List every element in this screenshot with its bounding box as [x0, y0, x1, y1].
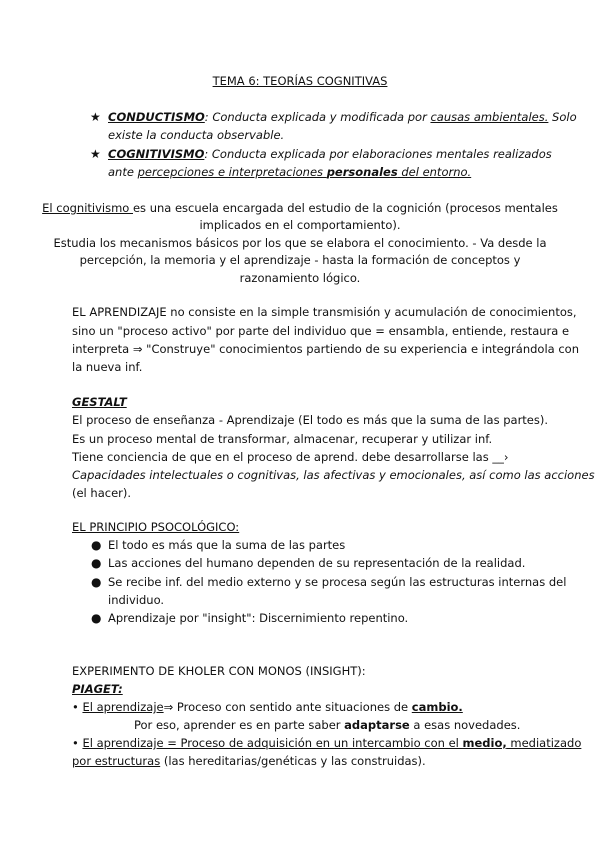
star-bullet-icon: ★	[90, 147, 101, 161]
principio-heading: EL PRINCIPIO PSOCOLÓGICO:	[72, 520, 240, 534]
gestalt-line-2: Es un proceso mental de transformar, almacenar, recuperar y utilizar inf.	[72, 432, 493, 446]
intro-line-5: razonamiento lógico.	[239, 271, 361, 285]
gestalt-line-4: Capacidades intelectuales o cognitivas, las afectivas y emocionales, así como las acciones	[72, 468, 595, 482]
principio-bullet-3: Se recibe inf. del medio externo y se procesa según las estructuras internas del	[108, 575, 567, 589]
page-title: TEMA 6: TEORÍAS COGNITIVAS	[212, 74, 388, 88]
aprendizaje-line-2: sino un "proceso activo" por parte del individuo que = ensambla, entiende, restaura e	[72, 324, 570, 338]
aprendizaje-line-4: la nueva inf.	[72, 360, 143, 374]
conductismo-term: CONDUCTISMO	[108, 110, 205, 124]
conductismo-line-2: existe la conducta observable.	[108, 128, 285, 142]
causas-ambientales: causas ambientales.	[430, 110, 549, 124]
gestalt-heading: GESTALT	[72, 395, 127, 409]
cognitivismo-line-2: ante percepciones e interpretaciones personales del entorno.	[108, 165, 472, 179]
principio-bullet-3-cont: individuo.	[108, 593, 165, 607]
experimento-heading: EXPERIMENTO DE KHOLER CON MONOS (INSIGHT):	[72, 664, 366, 678]
piaget-line-3: • El aprendizaje = Proceso de adquisición en un intercambio con el medio, mediatizado	[72, 736, 582, 750]
arrow-icon: __›	[492, 450, 509, 464]
intro-line-4: percepción, la memoria y el aprendizaje - hasta la formación de conceptos y	[79, 253, 521, 267]
bullet-icon: ●	[91, 538, 102, 552]
piaget-heading: PIAGET:	[72, 682, 123, 696]
intro-line-2: implicados en el comportamiento).	[199, 218, 401, 232]
bullet-icon: ●	[91, 575, 102, 589]
gestalt-line-1: El proceso de enseñanza - Aprendizaje (El todo es más que la suma de las partes).	[72, 413, 549, 427]
bullet-icon: ●	[91, 556, 102, 570]
cognitivismo-term: COGNITIVISMO	[108, 147, 205, 161]
gestalt-line-5: (el hacer).	[72, 486, 132, 500]
principio-bullet-1: El todo es más que la suma de las partes	[108, 538, 346, 552]
conductismo-line-1: CONDUCTISMO: Conducta explicada y modificada por causas ambientales. Solo	[108, 110, 577, 124]
intro-line-3: Estudia los mecanismos básicos por los que se elabora el conocimiento. - Va desde la	[53, 236, 547, 250]
piaget-line-1: • El aprendizaje⇒ Proceso con sentido ante situaciones de cambio.	[72, 700, 463, 714]
aprendizaje-line-3: interpreta ⇒ "Construye" conocimientos partiendo de su experiencia e integrándola con	[72, 342, 579, 356]
gestalt-line-3: Tiene conciencia de que en el proceso de aprend. debe desarrollarse las __›	[72, 450, 509, 464]
piaget-line-2: Por eso, aprender es en parte saber adaptarse a esas novedades.	[134, 718, 521, 732]
cognitivismo-line-1: COGNITIVISMO: Conducta explicada por elaboraciones mentales realizados	[108, 147, 552, 161]
piaget-line-4: por estructuras (las hereditarias/genéticas y las construidas).	[72, 754, 426, 768]
star-bullet-icon: ★	[90, 110, 101, 124]
intro-line-1: El cognitivismo es una escuela encargada del estudio de la cognición (procesos mentales	[42, 201, 558, 215]
principio-bullet-2: Las acciones del humano dependen de su representación de la realidad.	[108, 556, 526, 570]
principio-bullet-4: Aprendizaje por "insight": Discernimiento repentino.	[108, 611, 409, 625]
bullet-icon: ●	[91, 611, 102, 625]
aprendizaje-line-1: EL APRENDIZAJE no consiste en la simple transmisión y acumulación de conocimientos,	[72, 305, 577, 319]
